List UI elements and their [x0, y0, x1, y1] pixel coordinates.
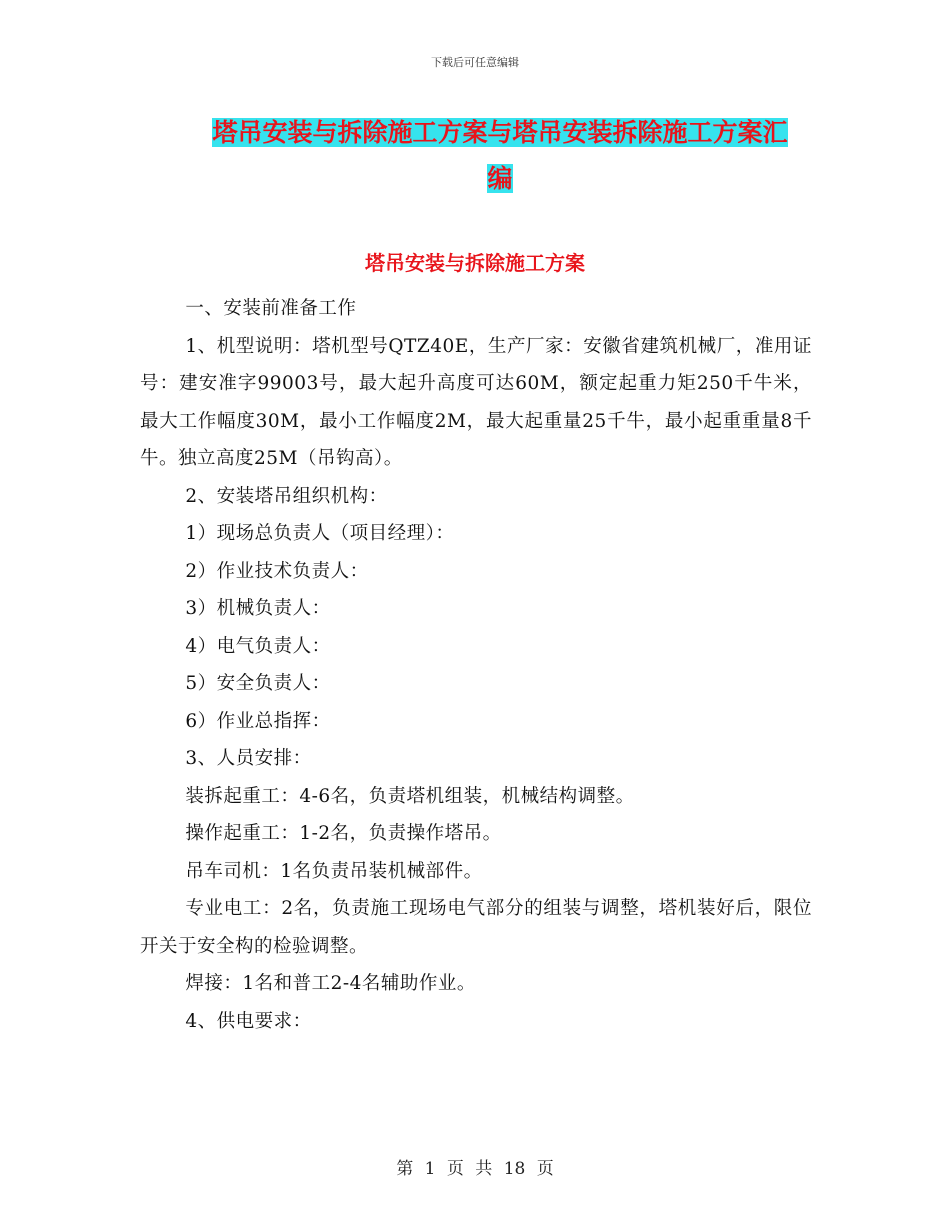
- section-title: 塔吊安装与拆除施工方案: [365, 251, 585, 275]
- document-title: [194, 110, 806, 202]
- paragraph-power-supply: 4、供电要求：: [185, 1010, 312, 1032]
- paragraph-commander: 6）作业总指挥：: [185, 710, 331, 732]
- paragraph-electrical-lead: 4）电气负责人：: [185, 635, 331, 657]
- paragraph-electricians: 专业电工：2名，负责施工现场电气部分的组装与调整，塔机装好后，限位开关于安全构的检验调整。: [140, 898, 812, 957]
- page-header-note: 下载后可任意编辑: [431, 56, 519, 69]
- paragraph-model-description: 1、机型说明：塔机型号QTZ40E，生产厂家：安徽省建筑机械厂，准用证号：建安准字99003号，最大起升高度可达60M，额定起重力矩250千牛米，最大工作幅度30M，最小工作幅度2M，最大起重量25千牛，最小起重重量8千牛。独立高度25M（吊钩高）。: [140, 335, 812, 469]
- paragraph-riggers: 装拆起重工：4-6名，负责塔机组装，机械结构调整。: [185, 785, 635, 807]
- document-title-line1: 塔吊安装与拆除施工方案与塔吊安装拆除施工方案汇: [212, 118, 788, 147]
- paragraph-welders: 焊接：1名和普工2-4名辅助作业。: [185, 973, 476, 994]
- paragraph-staffing: 3、人员安排：: [185, 748, 312, 769]
- paragraph-organization: 2、安装塔吊组织机构：: [185, 485, 388, 507]
- paragraph-site-manager: 1）现场总负责人（项目经理）：: [185, 523, 455, 544]
- paragraph-crane-driver: 吊车司机：1名负责吊装机械部件。: [185, 860, 483, 882]
- paragraph-operators: 操作起重工：1-2名，负责操作塔吊。: [185, 823, 502, 844]
- page-number: 第 1 页 共 18 页: [396, 1159, 554, 1179]
- paragraph-technical-lead: 2）作业技术负责人：: [185, 560, 369, 582]
- paragraph-safety-lead: 5）安全负责人：: [185, 673, 331, 694]
- paragraph-mechanical-lead: 3）机械负责人：: [185, 598, 331, 619]
- document-title-line2: 编: [487, 164, 513, 193]
- document-body: [140, 290, 812, 1040]
- paragraph-heading-preparation: 一、安装前准备工作: [185, 298, 357, 319]
